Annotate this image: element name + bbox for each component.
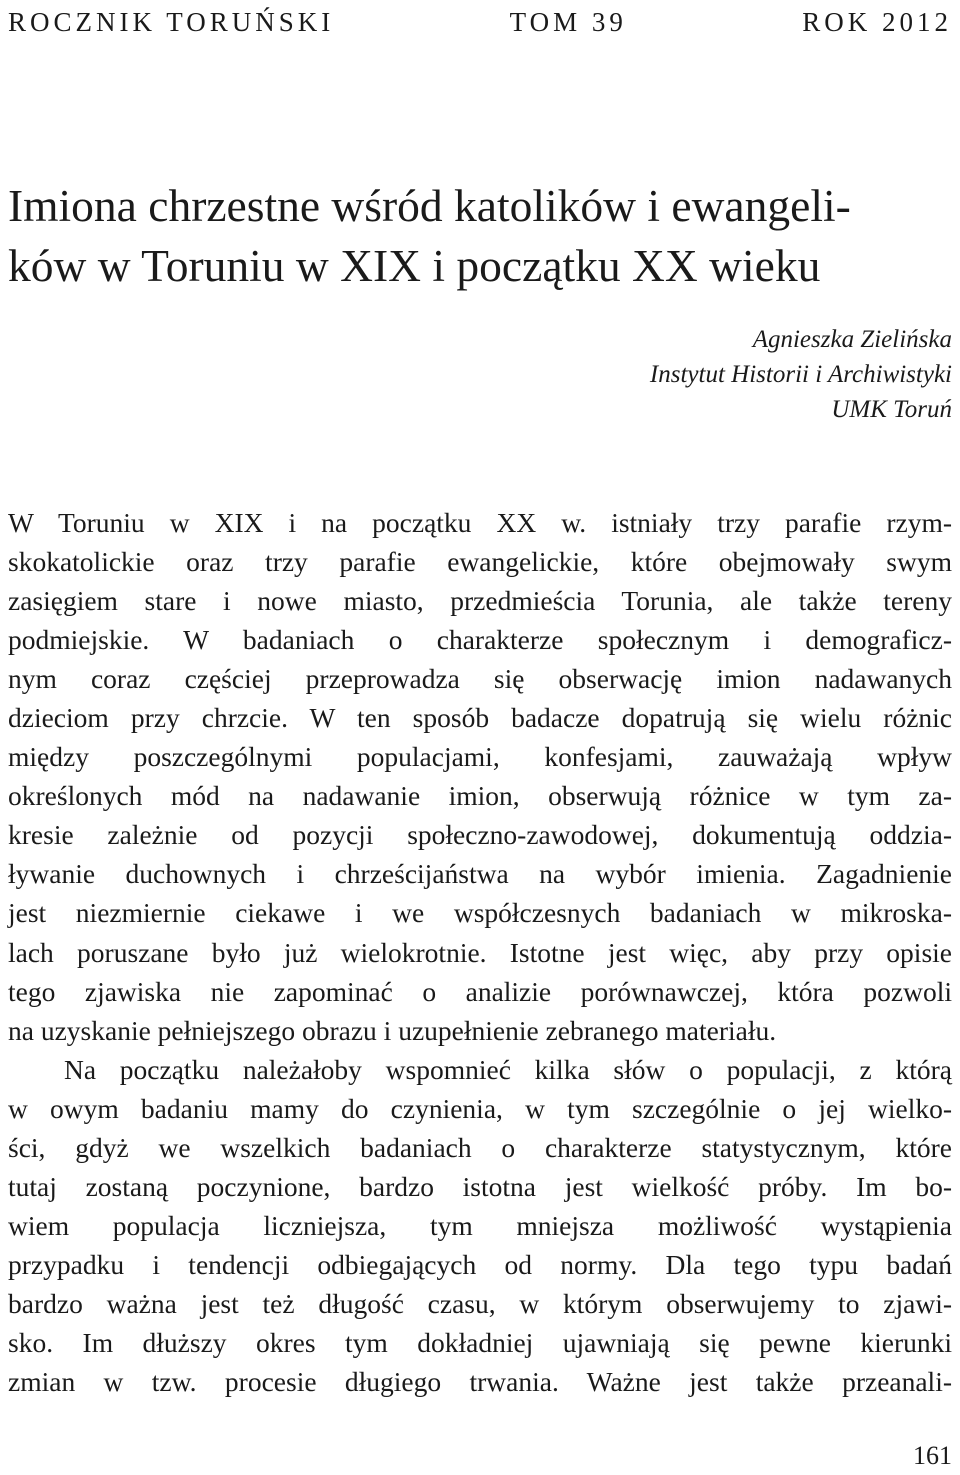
- body-line: między poszczególnymi populacjami, konfesjami, zauważają wpływ: [8, 741, 952, 773]
- title-line: Imiona chrzestne wśród katolików i ewangeli-: [8, 180, 851, 231]
- body-line: podmiejskie. W badaniach o charakterze społecznym i demograficz-: [8, 624, 952, 656]
- author-university: UMK Toruń: [831, 396, 952, 423]
- body-line: nym coraz częściej przeprowadza się obserwację imion nadawanych: [8, 663, 952, 695]
- body-line: na uzyskanie pełniejszego obrazu i uzupełnienie zebranego materiału.: [8, 1014, 777, 1046]
- body-line: wiem populacja liczniejsza, tym mniejsza możliwość wystąpienia: [8, 1209, 952, 1241]
- author-name: Agnieszka Zielińska: [752, 326, 952, 353]
- body-line: ści, gdyż we wszelkich badaniach o charakterze statystycznym, które: [8, 1131, 952, 1163]
- publication-year: ROK 2012: [802, 7, 952, 37]
- body-line: sko. Im dłuższy okres tym dokładniej ujawniają się pewne kierunki: [8, 1326, 952, 1358]
- body-line: w owym badaniu mamy do czynienia, w tym szczególnie o jej wielko-: [8, 1092, 952, 1124]
- body-line: kresie zależnie od pozycji społeczno-zawodowej, dokumentują oddzia-: [8, 819, 952, 851]
- body-line: zmian w tzw. procesie długiego trwania. Ważne jest także przeanali-: [8, 1366, 952, 1398]
- volume-number: TOM 39: [509, 7, 627, 37]
- body-line: zasięgiem stare i nowe miasto, przedmieścia Torunia, ale także tereny: [8, 585, 952, 617]
- author-institution: Instytut Historii i Archiwistyki: [649, 361, 952, 388]
- body-line: tutaj zostaną poczynione, bardzo istotna jest wielkość próby. Im bo-: [8, 1170, 952, 1202]
- body-line: bardzo ważna jest też długość czasu, w którym obserwujemy to zjawi-: [8, 1287, 952, 1319]
- title-line: ków w Toruniu w XIX i początku XX wieku: [8, 240, 821, 291]
- body-line: jest niezmiernie ciekawe i we współczesnych badaniach w mikroska-: [8, 897, 952, 929]
- body-line: skokatolickie oraz trzy parafie ewangelickie, które obejmowały swym: [8, 546, 952, 578]
- body-line: przypadku i tendencji odbiegających od normy. Dla tego typu badań: [8, 1248, 952, 1280]
- article-body: [8, 503, 952, 1401]
- body-line: określonych mód na nadawanie imion, obserwują różnice w tym za-: [8, 780, 952, 812]
- body-line: ływanie duchownych i chrześcijaństwa na wybór imienia. Zagadnienie: [8, 858, 952, 890]
- journal-name: ROCZNIK TORUŃSKI: [8, 7, 335, 37]
- body-line: dzieciom przy chrzcie. W ten sposób badacze dopatrują się wielu różnic: [8, 702, 952, 734]
- running-header: [8, 4, 952, 40]
- body-line: W Toruniu w XIX i na początku XX w. istniały trzy parafie rzym-: [8, 507, 952, 538]
- author-block: [650, 322, 952, 427]
- body-line: tego zjawiska nie zapominać o analizie porównawczej, która pozwoli: [8, 975, 952, 1007]
- article-title: [8, 176, 851, 296]
- body-line: Na początku należałoby wspomnieć kilka słów o populacji, z którą: [64, 1053, 952, 1085]
- body-line: lach poruszane było już wielokrotnie. Istotne jest więc, aby przy opisie: [8, 936, 952, 968]
- page-number: 161: [913, 1441, 952, 1470]
